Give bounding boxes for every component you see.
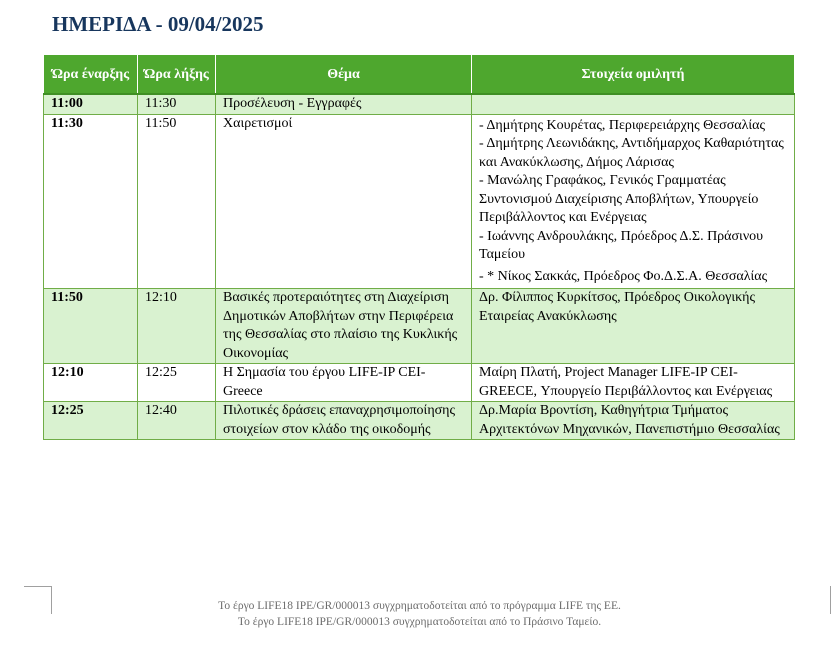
- topic: Η Σημασία του έργου LIFE-IP CEI-Greece: [216, 364, 472, 402]
- table-row: [44, 402, 795, 440]
- table-row: [44, 289, 795, 364]
- speaker-details: [472, 364, 795, 402]
- page-title: ΗΜΕΡΙΔΑ - 09/04/2025: [52, 12, 264, 36]
- speaker-entry: - Δημήτρης Λεωνιδάκης, Αντιδήμαρχος Καθαριότητας και Ανακύκλωσης, Δήμος Λάρισας: [479, 136, 784, 170]
- speaker-details: [472, 289, 795, 364]
- start-time: 11:30: [44, 114, 138, 289]
- speaker-entry: - * Νίκος Σακκάς, Πρόεδρος Φο.Δ.Σ.Α. Θεσσαλίας: [479, 268, 768, 284]
- footer-line-2: Το έργο LIFE18 IPE/GR/000013 συγχρηματοδοτείται από το Πράσινο Ταμείο.: [237, 616, 602, 628]
- table-row: [44, 364, 795, 402]
- speaker-entry: - Ιωάννης Ανδρουλάκης, Πρόεδρος Δ.Σ. Πράσινου Ταμείου: [479, 228, 764, 262]
- end-time: 12:25: [138, 364, 216, 402]
- start-time: 12:25: [44, 402, 138, 440]
- speaker-entry: - Δημήτρης Κουρέτας, Περιφερειάρχης Θεσσαλίας: [479, 117, 766, 133]
- end-time: 12:10: [138, 289, 216, 364]
- agenda-table: [43, 54, 795, 440]
- end-time: 11:50: [138, 114, 216, 289]
- speaker-details: [472, 94, 795, 114]
- topic: Βασικές προτεραιότητες στη Διαχείριση Δημοτικών Αποβλήτων στην Περιφέρεια της Θεσσαλίας στο πλαίσιο της Κυκλικής Οικονομίας: [216, 289, 472, 364]
- start-time: 11:50: [44, 289, 138, 364]
- footer-line-1: Το έργο LIFE18 IPE/GR/000013 συγχρηματοδοτείται από το πρόγραμμα LIFE της ΕΕ.: [218, 600, 621, 612]
- table-header-row: [44, 55, 795, 95]
- speaker-entry: Μαίρη Πλατή, Project Manager LIFE-IP CEI-GREECE, Υπουργείο Περιβάλλοντος και Ενέργειας: [479, 365, 773, 399]
- speaker-entry: - Μανώλης Γραφάκος, Γενικός Γραμματέας Συντονισμού Διαχείρισης Αποβλήτων, Υπουργείο Περιβάλλοντος και Ενέργειας: [479, 173, 759, 225]
- table-row: [44, 114, 795, 289]
- end-time: 12:40: [138, 402, 216, 440]
- speaker-details: [472, 402, 795, 440]
- speaker-entry: Δρ.Μαρία Βροντίση, Καθηγήτρια Τμήματος Αρχιτεκτόνων Μηχανικών, Πανεπιστήμιο Θεσσαλίας: [479, 403, 780, 437]
- header-speaker: Στοιχεία ομιλητή: [472, 55, 795, 95]
- header-end-time: Ώρα λήξης: [138, 55, 216, 95]
- speaker-entry: Δρ. Φίλιππος Κυρκίτσος, Πρόεδρος Οικολογικής Εταιρείας Ανακύκλωσης: [479, 290, 756, 324]
- topic: Πιλοτικές δράσεις επαναχρησιμοποίησης στοιχείων στον κλάδο της οικοδομής: [216, 402, 472, 440]
- header-topic: Θέμα: [216, 55, 472, 95]
- start-time: 12:10: [44, 364, 138, 402]
- header-start-time: Ώρα έναρξης: [44, 55, 138, 95]
- topic: Χαιρετισμοί: [216, 114, 472, 289]
- table-row: [44, 94, 795, 114]
- page-corner-mark-left-h: [24, 586, 51, 587]
- start-time: 11:00: [44, 94, 138, 114]
- speaker-details: [472, 114, 795, 289]
- end-time: 11:30: [138, 94, 216, 114]
- topic: Προσέλευση - Εγγραφές: [216, 94, 472, 114]
